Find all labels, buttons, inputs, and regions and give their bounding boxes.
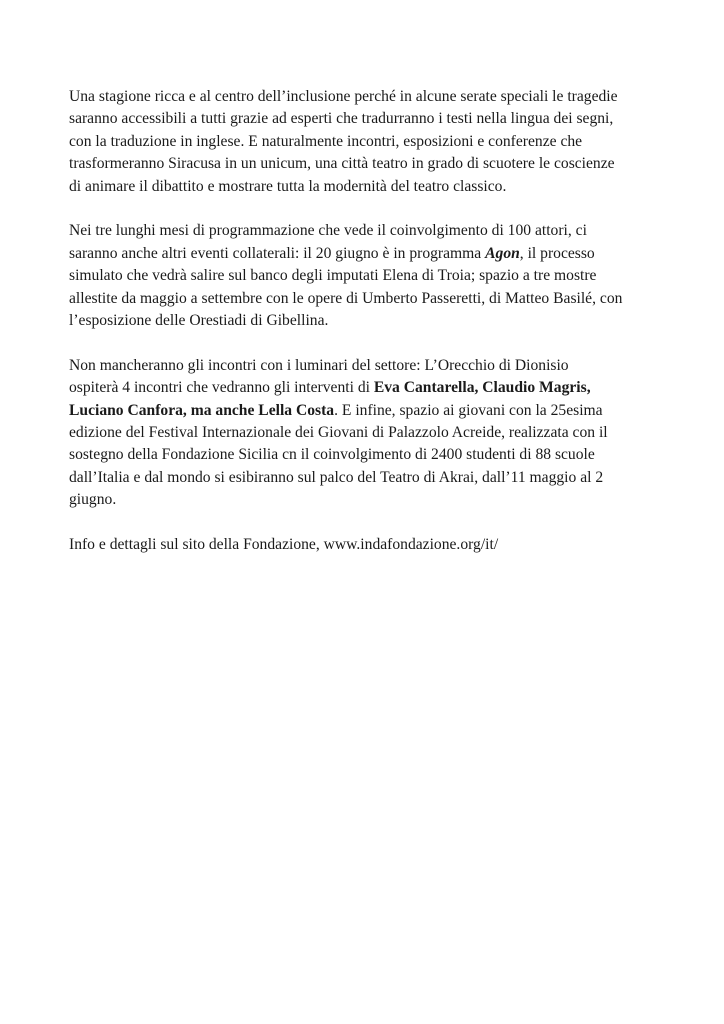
paragraph-info [69,534,669,556]
text-line [69,400,669,422]
text-line: di animare il dibattito e mostrare tutta la modernità del teatro classico. [69,177,507,195]
text-line [69,243,669,265]
text-line: l’esposizione delle Orestiadi di Gibellina. [69,312,329,330]
text-line: con la traduzione in inglese. E naturalmente incontri, esposizioni e conferenze che [69,132,583,150]
text-line: saranno accessibili a tutti grazie ad esperti che tradurranno i testi nella lingua dei segni, [69,110,614,128]
text-line: sostegno della Fondazione Sicilia cn il coinvolgimento di 2400 studenti di 88 scuole [69,446,595,464]
text-line: simulato che vedrà salire sul banco degli imputati Elena di Troia; spazio a tre mostre [69,267,597,285]
text-line: trasformeranno Siracusa in un unicum, una città teatro in grado di scuotere le coscienze [69,155,615,173]
text-fragment: , il processo [519,244,595,262]
paragraph-programming [69,220,669,332]
text-line: giugno. [69,491,117,509]
paragraph-inclusion [69,86,669,198]
speaker-names: Eva Cantarella, Claudio Magris, [373,379,591,397]
text-line: edizione del Festival Internazionale dei Giovani di Palazzolo Acreide, realizzata con il [69,424,608,442]
speaker-names: Luciano Canfora, ma anche Lella Costa [69,401,335,419]
text-line: Non mancheranno gli incontri con i luminari del settore: L’Orecchio di Dionisio [69,356,569,374]
event-title-agon: Agon [485,244,520,262]
paragraph-meetings [69,355,669,512]
text-line: allestite da maggio a settembre con le opere di Umberto Passeretti, di Matteo Basilé, con [69,289,623,307]
text-line [69,377,669,399]
text-fragment: ospiterà 4 incontri che vedranno gli interventi di [69,379,374,397]
text-line: Una stagione ricca e al centro dell’inclusione perché in alcune serate speciali le tragedie [69,88,618,105]
document-body [69,86,669,579]
text-fragment: . E infine, spazio ai giovani con la 25esima [334,401,603,419]
text-line: Nei tre lunghi mesi di programmazione che vede il coinvolgimento di 100 attori, ci [69,222,587,240]
info-line: Info e dettagli sul sito della Fondazione, www.indafondazione.org/it/ [69,536,499,554]
text-fragment: saranno anche altri eventi collaterali: il 20 giugno è in programma [69,244,486,262]
text-line: dall’Italia e dal mondo si esibiranno sul palco del Teatro di Akrai, dall’11 maggio al 2 [69,468,604,486]
